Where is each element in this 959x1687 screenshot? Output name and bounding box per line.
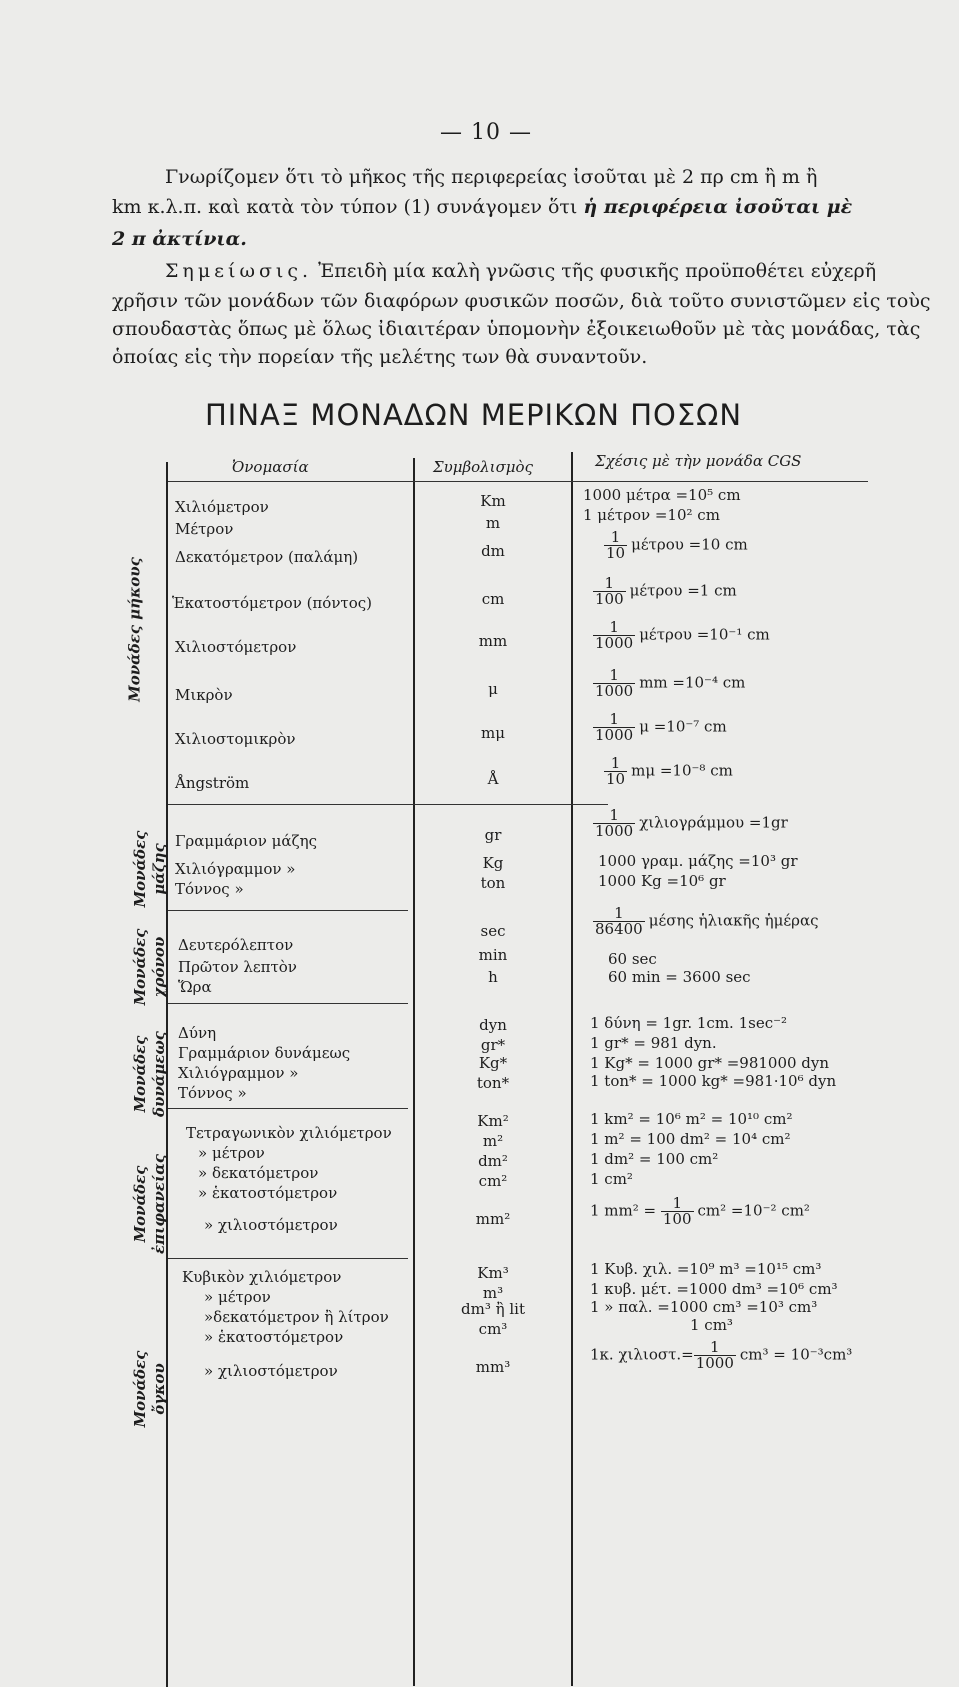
table-row: ton* xyxy=(476,1074,510,1092)
table-row: 1 Kg* = 1000 gr* =981000 dyn xyxy=(590,1054,830,1072)
table-row: dm³ ἢ lit xyxy=(461,1300,525,1318)
table-row: Ångström xyxy=(175,774,250,792)
table-row: Πρῶτον λεπτὸν xyxy=(178,958,297,976)
table-row: 1 dm² = 100 cm² xyxy=(590,1150,719,1168)
group-area: Μονάδες ἐπιφανείας xyxy=(131,1154,168,1254)
table-row: 1 δύνη = 1gr. 1cm. 1sec⁻² xyxy=(590,1014,788,1032)
table-row: m xyxy=(485,514,501,532)
group-volume: Μονάδες ὄγκου xyxy=(131,1350,168,1428)
table-row: mm² xyxy=(475,1210,511,1228)
table-row: 1 cm³ xyxy=(690,1316,733,1334)
table-row: gr* xyxy=(480,1036,506,1054)
table-row: sec xyxy=(480,922,506,940)
table-row: gr xyxy=(484,826,502,844)
table-row: 1 Κυβ. χιλ. =10⁹ m³ =10¹⁵ cm³ xyxy=(590,1260,822,1278)
table-row: mm xyxy=(478,632,508,650)
intro-line-7: ὁποίας εἰς τὴν πορείαν τῆς μελέτης των θὰ συναντοῦν. xyxy=(112,346,648,368)
table-row: » χιλιοστόμετρον xyxy=(204,1362,338,1380)
intro-line-5: χρῆσιν τῶν μονάδων τῶν διαφόρων φυσικῶν ποσῶν, διὰ τοῦτο συνιστῶμεν εἰς τοὺς xyxy=(112,290,931,312)
page-number: — 10 — xyxy=(440,120,532,145)
table-row: Χιλιόγραμμον » xyxy=(175,860,296,878)
table-row: Γραμμάριον δυνάμεως xyxy=(178,1044,351,1062)
table-row: ton xyxy=(480,874,506,892)
header-rule xyxy=(168,481,868,482)
intro-line-2: km κ.λ.π. καὶ κατὰ τὸν τύπον (1) συνάγομεν ὅτι ἡ περιφέρεια ἰσοῦται μὲ xyxy=(112,196,853,218)
table-row: Δεκατόμετρον (παλάμη) xyxy=(175,548,359,566)
table-row: $\frac{1}{86400}$ μέσης ἡλιακῆς ἡμέρας xyxy=(595,904,819,938)
intro-line-6: σπουδαστὰς ὅπως μὲ ὅλως ἰδιαιτέραν ὑπομονὴν ἐξοικειωθοῦν μὲ τὰς μονάδας, τὰς xyxy=(112,318,921,340)
row-rule-time xyxy=(168,1003,408,1004)
table-row: Τόννος » xyxy=(175,880,244,898)
header-name: Ὀνομασία xyxy=(232,458,309,476)
table-row: dyn xyxy=(479,1016,507,1034)
row-rule-mass xyxy=(168,910,408,911)
intro-line-3: 2 π ἀκτίνια. xyxy=(112,228,247,250)
table-row: 1 mm² = $\frac{1}{100}$ cm² =10⁻² cm² xyxy=(590,1194,810,1228)
header-symbol: Συμβολισμὸς xyxy=(433,458,533,476)
column-divider-1 xyxy=(413,458,415,1686)
table-row: $\frac{1}{1000}$ mm =10⁻⁴ cm xyxy=(595,666,746,700)
table-row: Ἑκατοστόμετρον (πόντος) xyxy=(172,594,373,612)
table-row: 1 κυβ. μέτ. =1000 dm³ =10⁶ cm³ xyxy=(590,1280,838,1298)
table-row: $\frac{1}{10}$ μέτρου =10 cm xyxy=(606,528,748,562)
table-row: min xyxy=(478,946,508,964)
table-title: ΠΙΝΑΞ ΜΟΝΑΔΩΝ ΜΕΡΙΚΩΝ ΠΟΣΩΝ xyxy=(205,398,743,432)
column-divider-2 xyxy=(571,452,573,1686)
table-row: 1000 μέτρα =10⁵ cm xyxy=(583,486,741,504)
table-row: Μικρὸν xyxy=(175,686,233,704)
table-row: μ xyxy=(488,680,498,698)
table-row: m² xyxy=(482,1132,504,1150)
table-row: 1 km² = 10⁶ m² = 10¹⁰ cm² xyxy=(590,1110,793,1128)
table-row: Χιλιοστόμετρον xyxy=(175,638,297,656)
table-row: Kg* xyxy=(478,1054,508,1072)
table-row: 1κ. χιλιοστ.= $\frac{1}{1000}$ cm³ = 10⁻³cm³ xyxy=(590,1338,853,1372)
table-row: »δεκατόμετρον ἢ λίτρον xyxy=(204,1308,389,1326)
table-row: Τόννος » xyxy=(178,1084,247,1102)
table-row: 1000 Kg =10⁶ gr xyxy=(598,872,726,890)
table-row: 1000 γραμ. μάζης =10³ gr xyxy=(598,852,798,870)
table-row: cm xyxy=(481,590,505,608)
intro-line-4: Σημείωσις. Ἐπειδὴ μία καλὴ γνῶσις τῆς φυσικῆς προϋποθέτει εὐχερῆ xyxy=(165,260,877,282)
table-row: 1 » παλ. =1000 cm³ =10³ cm³ xyxy=(590,1298,818,1316)
table-row: mμ xyxy=(481,724,505,742)
table-row: dm xyxy=(481,542,505,560)
table-row: $\frac{1}{1000}$ μ =10⁻⁷ cm xyxy=(595,710,727,744)
table-row: h xyxy=(488,968,498,986)
table-row: Μέτρον xyxy=(175,520,234,538)
table-row: Km² xyxy=(477,1112,509,1130)
table-row: » χιλιοστόμετρον xyxy=(204,1216,338,1234)
table-row: » μέτρον xyxy=(204,1288,271,1306)
table-row: 1 ton* = 1000 kg* =981·10⁶ dyn xyxy=(590,1072,837,1090)
table-row: Χιλιόμετρον xyxy=(175,498,269,516)
table-row: Τετραγωνικὸν χιλιόμετρον xyxy=(186,1124,392,1142)
table-row: Km³ xyxy=(477,1264,509,1282)
table-row: cm³ xyxy=(478,1320,508,1338)
row-rule-area xyxy=(168,1258,408,1259)
intro-line-1: Γνωρίζομεν ὅτι τὸ μῆκος τῆς περιφερείας ἰσοῦται μὲ 2 πρ cm ἢ m ἢ xyxy=(165,166,818,188)
table-row: Ὥρα xyxy=(178,978,212,996)
table-row: Km xyxy=(480,492,506,510)
table-row: » μέτρον xyxy=(198,1144,265,1162)
table-row: 60 sec xyxy=(608,950,657,968)
table-row: Å xyxy=(487,770,499,788)
row-rule-force xyxy=(168,1108,408,1109)
table-row: mm³ xyxy=(475,1358,511,1376)
table-row: Χιλιοστομικρὸν xyxy=(175,730,296,748)
table-row: 1 gr* = 981 dyn. xyxy=(590,1034,717,1052)
table-row: Γραμμάριον μάζης xyxy=(175,832,317,850)
group-force: Μονάδες δυνάμεως xyxy=(131,1031,168,1117)
header-relation: Σχέσις μὲ τὴν μονάδα CGS xyxy=(595,452,802,470)
table-row: m³ xyxy=(482,1284,504,1302)
group-time: Μονάδες χρόνου xyxy=(131,928,168,1006)
table-row: $\frac{1}{10}$ mμ =10⁻⁸ cm xyxy=(606,754,733,788)
table-row: » ἑκατοστόμετρον xyxy=(198,1184,338,1202)
table-row: dm² xyxy=(478,1152,508,1170)
table-row: » δεκατόμετρον xyxy=(198,1164,319,1182)
table-row: $\frac{1}{1000}$ χιλιογράμμου =1gr xyxy=(595,806,788,840)
table-row: 1 cm² xyxy=(590,1170,633,1188)
group-mass: Μονάδες μάζης xyxy=(131,830,168,908)
table-row: Δύνη xyxy=(178,1024,217,1042)
table-row: Kg xyxy=(482,854,504,872)
table-row: » ἑκατοστόμετρον xyxy=(204,1328,344,1346)
table-row: Κυβικὸν χιλιόμετρον xyxy=(182,1268,342,1286)
table-row: Δευτερόλεπτον xyxy=(178,936,294,954)
table-row: $\frac{1}{100}$ μέτρου =1 cm xyxy=(595,574,737,608)
row-rule-length xyxy=(168,804,608,805)
table-row: $\frac{1}{1000}$ μέτρου =10⁻¹ cm xyxy=(595,618,770,652)
table-row: 1 μέτρον =10² cm xyxy=(583,506,720,524)
table-row: 60 min = 3600 sec xyxy=(608,968,751,986)
table-row: Χιλιόγραμμον » xyxy=(178,1064,299,1082)
group-length: Μονάδες μήκους xyxy=(125,557,144,702)
table-row: cm² xyxy=(478,1172,508,1190)
table-row: 1 m² = 100 dm² = 10⁴ cm² xyxy=(590,1130,791,1148)
